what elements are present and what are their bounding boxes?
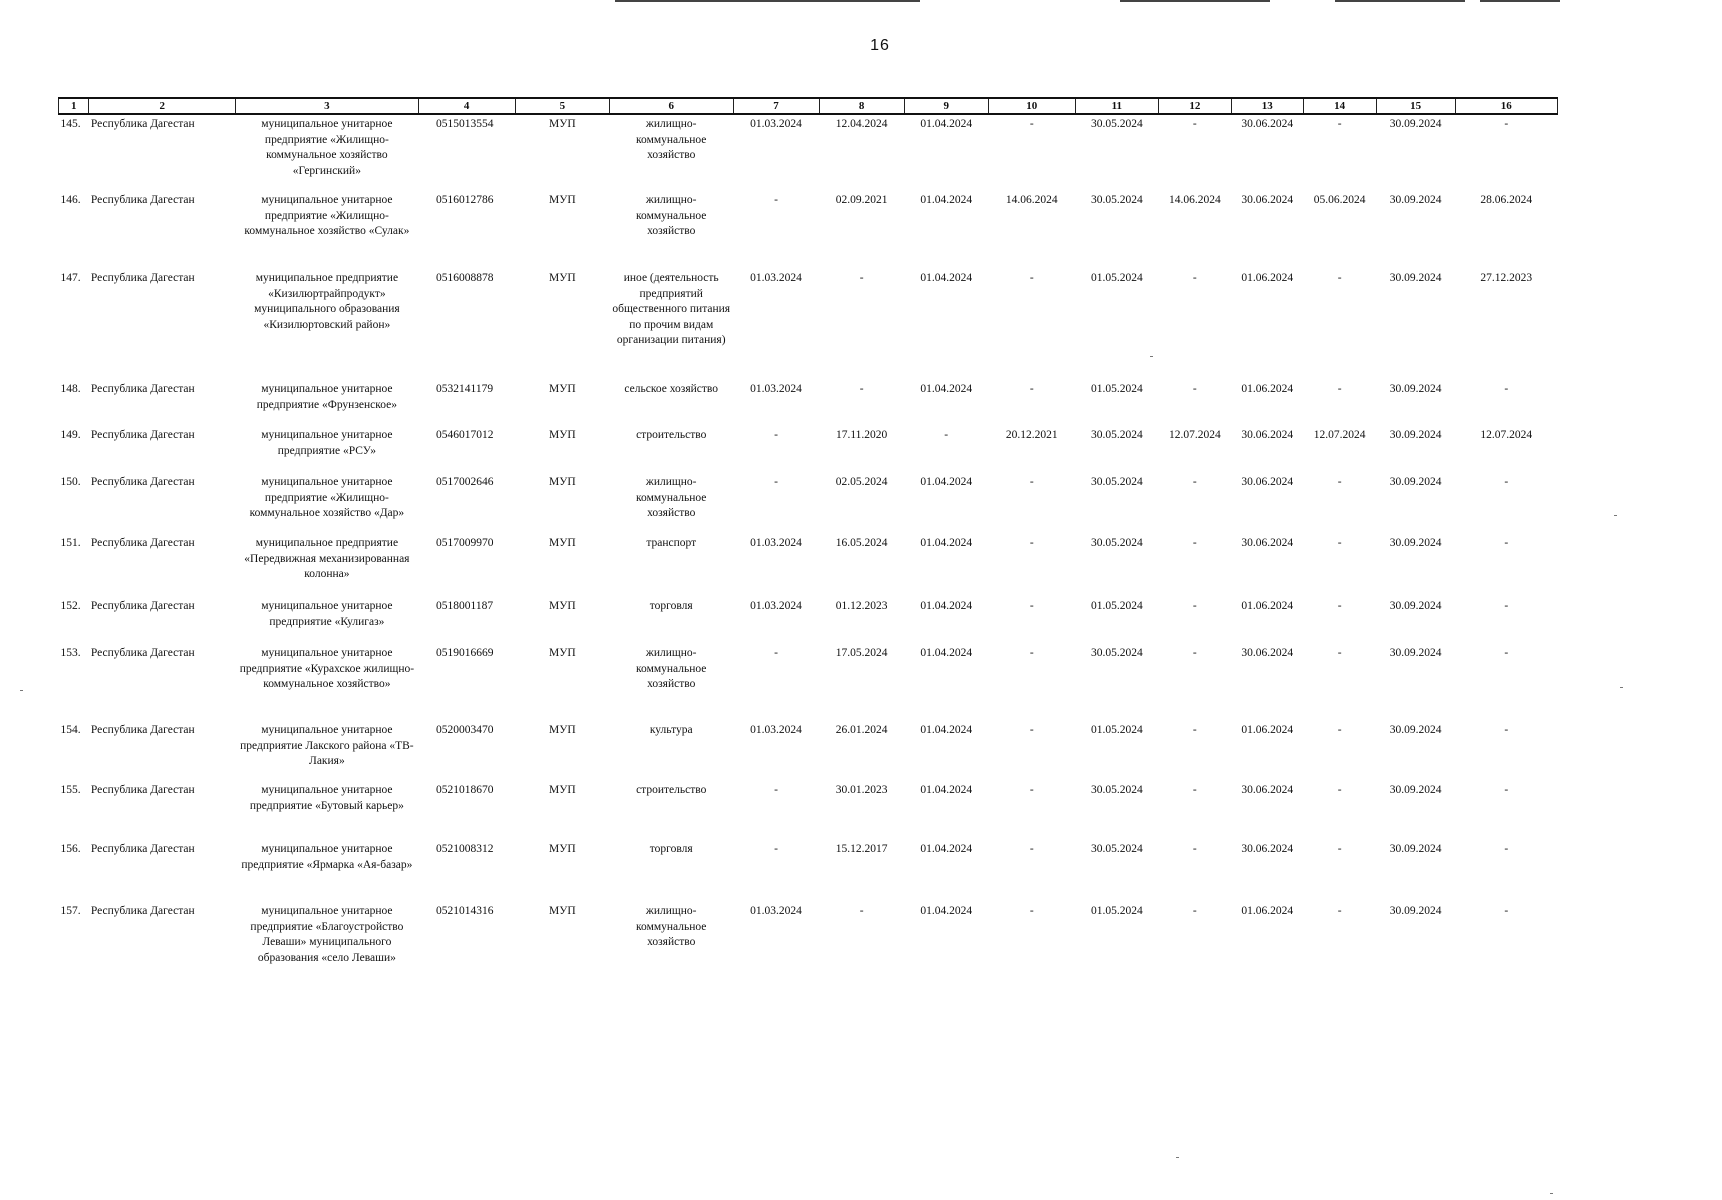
row-number: 156. (60, 843, 81, 855)
date-cell-col10: - (1029, 118, 1034, 130)
date-cell-col7: 01.03.2024 (750, 724, 802, 736)
region-cell: Республика Дагестан (90, 429, 195, 441)
date-cell-col9: 01.04.2024 (920, 905, 973, 917)
activity-cell: транспорт (646, 537, 697, 549)
date-cell-col16: - (1504, 784, 1509, 796)
column-header: 15 (1376, 98, 1455, 114)
date-cell-col8: 02.09.2021 (835, 194, 888, 206)
row-number: 157. (60, 905, 81, 917)
region-cell: Республика Дагестан (90, 272, 195, 284)
enterprise-registry-table (58, 97, 1558, 972)
date-cell-col11: 01.05.2024 (1090, 724, 1143, 736)
table-row (59, 781, 1558, 840)
activity-cell: жилищно-коммунальное хозяйство (636, 476, 707, 519)
date-cell-col12: 14.06.2024 (1168, 194, 1221, 206)
region-cell: Республика Дагестан (90, 194, 195, 206)
date-cell-col9: 01.04.2024 (920, 383, 973, 395)
legal-form-cell: МУП (549, 194, 576, 206)
activity-cell: жилищно-коммунальное хозяйство (636, 905, 707, 948)
date-cell-col16: - (1504, 383, 1509, 395)
enterprise-name-cell: муниципальное унитарное предприятие «Бутовый карьер» (249, 784, 404, 812)
scan-artifact-line (1335, 0, 1465, 2)
row-number: 150. (60, 476, 81, 488)
date-cell-col11: 30.05.2024 (1090, 784, 1143, 796)
date-cell-col14: 12.07.2024 (1313, 429, 1366, 441)
enterprise-name-cell: муниципальное унитарное предприятие Лакского района «ТВ-Лакия» (240, 724, 414, 767)
date-cell-col11: 30.05.2024 (1090, 118, 1143, 130)
activity-cell: жилищно-коммунальное хозяйство (636, 118, 707, 161)
date-cell-col8: 12.04.2024 (835, 118, 888, 130)
date-cell-col10: - (1029, 647, 1034, 659)
legal-form-cell: МУП (549, 905, 576, 917)
date-cell-col11: 30.05.2024 (1090, 537, 1143, 549)
scan-speck (1550, 1193, 1553, 1194)
date-cell-col13: 30.06.2024 (1241, 843, 1294, 855)
date-cell-col13: 30.06.2024 (1241, 537, 1294, 549)
date-cell-col11: 01.05.2024 (1090, 272, 1143, 284)
column-header: 3 (236, 98, 418, 114)
legal-form-cell: МУП (549, 647, 576, 659)
activity-cell: строительство (636, 429, 707, 441)
activity-cell: культура (649, 724, 693, 736)
region-cell: Республика Дагестан (90, 383, 195, 395)
table-row (59, 902, 1558, 972)
date-cell-col15: 30.09.2024 (1389, 724, 1442, 736)
date-cell-col11: 30.05.2024 (1090, 843, 1143, 855)
region-cell: Республика Дагестан (90, 476, 195, 488)
table-row (59, 597, 1558, 644)
date-cell-col16: - (1504, 476, 1509, 488)
column-header: 1 (59, 98, 89, 114)
date-cell-col13: 30.06.2024 (1241, 647, 1294, 659)
date-cell-col9: 01.04.2024 (920, 194, 973, 206)
date-cell-col8: 15.12.2017 (835, 843, 888, 855)
table-row (59, 426, 1558, 473)
date-cell-col16: 28.06.2024 (1480, 194, 1533, 206)
date-cell-col12: - (1192, 118, 1197, 130)
date-cell-col7: - (774, 194, 778, 206)
column-header: 10 (988, 98, 1075, 114)
date-cell-col15: 30.09.2024 (1389, 537, 1442, 549)
date-cell-col16: - (1504, 537, 1509, 549)
date-cell-col14: - (1337, 905, 1342, 917)
date-cell-col8: - (859, 272, 864, 284)
inn-cell: 0521018670 (436, 784, 494, 796)
date-cell-col16: - (1504, 905, 1509, 917)
inn-cell: 0520003470 (436, 724, 494, 736)
inn-cell: 0517002646 (436, 476, 494, 488)
region-cell: Республика Дагестан (90, 118, 195, 130)
date-cell-col14: - (1337, 724, 1342, 736)
scan-speck (20, 690, 23, 691)
table-row (59, 721, 1558, 781)
date-cell-col7: 01.03.2024 (750, 118, 802, 130)
row-number: 153. (60, 647, 81, 659)
date-cell-col10: - (1029, 272, 1034, 284)
inn-cell: 0521014316 (436, 905, 494, 917)
date-cell-col10: - (1029, 843, 1034, 855)
date-cell-col14: - (1337, 476, 1342, 488)
date-cell-col9: 01.04.2024 (920, 476, 973, 488)
date-cell-col7: 01.03.2024 (750, 272, 802, 284)
date-cell-col12: 12.07.2024 (1168, 429, 1221, 441)
date-cell-col14: - (1337, 784, 1342, 796)
inn-cell: 0546017012 (436, 429, 494, 441)
region-cell: Республика Дагестан (90, 647, 195, 659)
table-header (59, 98, 1558, 114)
date-cell-col14: - (1337, 272, 1342, 284)
column-header: 8 (819, 98, 904, 114)
column-header: 11 (1075, 98, 1158, 114)
date-cell-col13: 30.06.2024 (1241, 118, 1294, 130)
date-cell-col12: - (1192, 647, 1197, 659)
activity-cell: сельское хозяйство (624, 383, 719, 395)
activity-cell: торговля (649, 843, 693, 855)
date-cell-col8: - (859, 905, 864, 917)
date-cell-col8: 17.05.2024 (835, 647, 888, 659)
table-row (59, 114, 1558, 191)
row-number: 148. (60, 383, 81, 395)
legal-form-cell: МУП (549, 724, 576, 736)
date-cell-col13: 01.06.2024 (1241, 905, 1294, 917)
scan-speck (1614, 515, 1617, 516)
inn-cell: 0515013554 (436, 118, 494, 130)
date-cell-col15: 30.09.2024 (1389, 118, 1442, 130)
date-cell-col13: 30.06.2024 (1241, 476, 1294, 488)
region-cell: Республика Дагестан (90, 905, 195, 917)
activity-cell: жилищно-коммунальное хозяйство (636, 194, 707, 237)
date-cell-col10: - (1029, 383, 1034, 395)
date-cell-col15: 30.09.2024 (1389, 194, 1442, 206)
date-cell-col11: 01.05.2024 (1090, 600, 1143, 612)
date-cell-col9: 01.04.2024 (920, 272, 973, 284)
row-number: 155. (60, 784, 81, 796)
date-cell-col11: 30.05.2024 (1090, 476, 1143, 488)
date-cell-col13: 01.06.2024 (1241, 600, 1294, 612)
date-cell-col7: - (774, 843, 778, 855)
date-cell-col14: - (1337, 118, 1342, 130)
date-cell-col9: 01.04.2024 (920, 784, 973, 796)
column-header: 12 (1158, 98, 1231, 114)
inn-cell: 0517009970 (436, 537, 494, 549)
column-header: 16 (1455, 98, 1557, 114)
column-header: 4 (418, 98, 515, 114)
row-number: 147. (60, 272, 81, 284)
legal-form-cell: МУП (549, 537, 576, 549)
enterprise-name-cell: муниципальное предприятие «Передвижная механизированная колонна» (244, 537, 410, 580)
date-cell-col8: 16.05.2024 (835, 537, 888, 549)
date-cell-col12: - (1192, 905, 1197, 917)
date-cell-col8: 26.01.2024 (835, 724, 888, 736)
enterprise-name-cell: муниципальное унитарное предприятие «Ярмарка «Ая-базар» (241, 843, 413, 871)
date-cell-col11: 30.05.2024 (1090, 194, 1143, 206)
legal-form-cell: МУП (549, 118, 576, 130)
legal-form-cell: МУП (549, 429, 576, 441)
date-cell-col10: - (1029, 537, 1034, 549)
date-cell-col15: 30.09.2024 (1389, 784, 1442, 796)
row-number: 154. (60, 724, 81, 736)
date-cell-col9: 01.04.2024 (920, 647, 973, 659)
inn-cell: 0518001187 (436, 600, 494, 612)
enterprise-name-cell: муниципальное унитарное предприятие «Жилищно-коммунальное хозяйство «Сулак» (244, 194, 410, 237)
enterprise-name-cell: муниципальное унитарное предприятие «Курахское жилищно-коммунальное хозяйство» (239, 647, 415, 690)
date-cell-col8: 17.11.2020 (835, 429, 888, 441)
date-cell-col9: 01.04.2024 (920, 537, 973, 549)
enterprise-name-cell: муниципальное унитарное предприятие «Жилищно-коммунальное хозяйство «Гергинский» (261, 118, 393, 177)
column-header: 2 (89, 98, 236, 114)
date-cell-col14: - (1337, 537, 1342, 549)
enterprise-name-cell: муниципальное унитарное предприятие «РСУ» (261, 429, 393, 457)
date-cell-col13: 01.06.2024 (1241, 724, 1294, 736)
date-cell-col16: 27.12.2023 (1480, 272, 1533, 284)
date-cell-col11: 30.05.2024 (1090, 429, 1143, 441)
column-header: 14 (1303, 98, 1376, 114)
table-row (59, 473, 1558, 534)
row-number: 152. (60, 600, 81, 612)
date-cell-col15: 30.09.2024 (1389, 429, 1442, 441)
enterprise-name-cell: муниципальное унитарное предприятие «Благоустройство Леваши» муниципального образования «село Леваши» (250, 905, 404, 964)
date-cell-col15: 30.09.2024 (1389, 383, 1442, 395)
date-cell-col16: - (1504, 724, 1509, 736)
activity-cell: торговля (649, 600, 693, 612)
date-cell-col12: - (1192, 272, 1197, 284)
scan-artifact-line (1120, 0, 1270, 2)
column-number-row (59, 98, 1558, 114)
date-cell-col13: 30.06.2024 (1241, 194, 1294, 206)
date-cell-col14: - (1337, 600, 1342, 612)
scan-speck (1176, 1157, 1179, 1158)
scan-speck (1620, 687, 1623, 688)
date-cell-col13: 01.06.2024 (1241, 272, 1294, 284)
legal-form-cell: МУП (549, 843, 576, 855)
inn-cell: 0521008312 (436, 843, 494, 855)
date-cell-col13: 01.06.2024 (1241, 383, 1294, 395)
date-cell-col16: - (1504, 843, 1509, 855)
date-cell-col10: - (1029, 476, 1034, 488)
date-cell-col9: 01.04.2024 (920, 724, 973, 736)
date-cell-col12: - (1192, 724, 1197, 736)
legal-form-cell: МУП (549, 600, 576, 612)
date-cell-col8: 30.01.2023 (835, 784, 888, 796)
table-row (59, 644, 1558, 721)
enterprise-name-cell: муниципальное унитарное предприятие «Жилищно-коммунальное хозяйство «Дар» (249, 476, 405, 519)
date-cell-col16: 12.07.2024 (1480, 429, 1533, 441)
date-cell-col10: 14.06.2024 (1005, 194, 1058, 206)
region-cell: Республика Дагестан (90, 724, 195, 736)
enterprise-name-cell: муниципальное унитарное предприятие «Фрунзенское» (256, 383, 397, 411)
date-cell-col12: - (1192, 476, 1197, 488)
date-cell-col10: - (1029, 724, 1034, 736)
inn-cell: 0519016669 (436, 647, 494, 659)
date-cell-col14: - (1337, 383, 1342, 395)
date-cell-col12: - (1192, 600, 1197, 612)
date-cell-col7: 01.03.2024 (750, 600, 802, 612)
date-cell-col12: - (1192, 537, 1197, 549)
legal-form-cell: МУП (549, 383, 576, 395)
table-row (59, 269, 1558, 380)
activity-cell: жилищно-коммунальное хозяйство (636, 647, 707, 690)
table-row (59, 191, 1558, 269)
table-row (59, 380, 1558, 426)
date-cell-col15: 30.09.2024 (1389, 272, 1442, 284)
table-row (59, 840, 1558, 902)
date-cell-col8: 01.12.2023 (835, 600, 888, 612)
date-cell-col9: 01.04.2024 (920, 843, 973, 855)
scan-artifact-line (1480, 0, 1560, 2)
date-cell-col9: 01.04.2024 (920, 600, 973, 612)
date-cell-col16: - (1504, 647, 1509, 659)
date-cell-col11: 30.05.2024 (1090, 647, 1143, 659)
date-cell-col14: 05.06.2024 (1313, 194, 1366, 206)
date-cell-col14: - (1337, 647, 1342, 659)
legal-form-cell: МУП (549, 272, 576, 284)
date-cell-col11: 01.05.2024 (1090, 905, 1143, 917)
date-cell-col14: - (1337, 843, 1342, 855)
date-cell-col10: - (1029, 600, 1034, 612)
legal-form-cell: МУП (549, 784, 576, 796)
region-cell: Республика Дагестан (90, 843, 195, 855)
scan-artifact-line (615, 0, 920, 2)
date-cell-col13: 30.06.2024 (1241, 429, 1294, 441)
row-number: 146. (60, 194, 81, 206)
activity-cell: строительство (636, 784, 707, 796)
date-cell-col12: - (1192, 843, 1197, 855)
inn-cell: 0516012786 (436, 194, 494, 206)
date-cell-col7: 01.03.2024 (750, 537, 802, 549)
column-header: 9 (904, 98, 988, 114)
date-cell-col15: 30.09.2024 (1389, 647, 1442, 659)
column-header: 7 (733, 98, 819, 114)
date-cell-col9: - (944, 429, 949, 441)
date-cell-col10: - (1029, 905, 1034, 917)
table-body (59, 114, 1558, 972)
region-cell: Республика Дагестан (90, 784, 195, 796)
date-cell-col12: - (1192, 784, 1197, 796)
region-cell: Республика Дагестан (90, 600, 195, 612)
date-cell-col7: - (774, 784, 778, 796)
date-cell-col15: 30.09.2024 (1389, 600, 1442, 612)
legal-form-cell: МУП (549, 476, 576, 488)
date-cell-col7: 01.03.2024 (750, 383, 802, 395)
table-row (59, 534, 1558, 597)
date-cell-col15: 30.09.2024 (1389, 843, 1442, 855)
region-cell: Республика Дагестан (90, 537, 195, 549)
date-cell-col15: 30.09.2024 (1389, 905, 1442, 917)
date-cell-col16: - (1504, 600, 1509, 612)
date-cell-col10: - (1029, 784, 1034, 796)
date-cell-col11: 01.05.2024 (1090, 383, 1143, 395)
date-cell-col7: - (774, 647, 778, 659)
date-cell-col8: 02.05.2024 (835, 476, 888, 488)
date-cell-col7: 01.03.2024 (750, 905, 802, 917)
date-cell-col12: - (1192, 383, 1197, 395)
date-cell-col9: 01.04.2024 (920, 118, 973, 130)
row-number: 151. (60, 537, 81, 549)
date-cell-col13: 30.06.2024 (1241, 784, 1294, 796)
date-cell-col16: - (1504, 118, 1509, 130)
row-number: 149. (60, 429, 81, 441)
enterprise-name-cell: муниципальное предприятие «Кизилюртрайпродукт» муниципального образования «Кизилюртовский район» (254, 272, 400, 331)
column-header: 6 (609, 98, 733, 114)
column-header: 5 (515, 98, 609, 114)
inn-cell: 0532141179 (436, 383, 494, 395)
row-number: 145. (60, 118, 81, 130)
date-cell-col15: 30.09.2024 (1389, 476, 1442, 488)
inn-cell: 0516008878 (436, 272, 494, 284)
date-cell-col8: - (859, 383, 864, 395)
date-cell-col7: - (774, 429, 778, 441)
date-cell-col10: 20.12.2021 (1005, 429, 1058, 441)
enterprise-name-cell: муниципальное унитарное предприятие «Кулигаз» (261, 600, 393, 628)
column-header: 13 (1231, 98, 1303, 114)
activity-cell: иное (деятельность предприятий общественного питания по прочим видам организации питания) (612, 272, 731, 346)
date-cell-col7: - (774, 476, 778, 488)
page-number: 16 (870, 37, 890, 54)
